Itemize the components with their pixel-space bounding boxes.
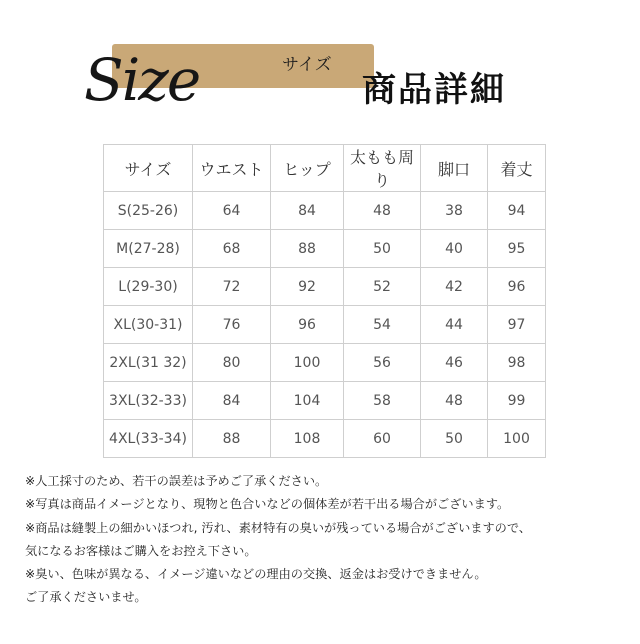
column-header-hip: ヒップ <box>271 145 344 192</box>
table-cell: 96 <box>271 306 344 344</box>
table-cell: 84 <box>271 192 344 230</box>
table-cell: 94 <box>488 192 546 230</box>
table-cell: 58 <box>344 382 421 420</box>
table-cell: 99 <box>488 382 546 420</box>
table-row <box>104 268 546 306</box>
table-cell: 48 <box>421 382 488 420</box>
table-cell: 52 <box>344 268 421 306</box>
table-cell: 100 <box>271 344 344 382</box>
table-cell: 84 <box>193 382 271 420</box>
table-cell: 68 <box>193 230 271 268</box>
table-row <box>104 382 546 420</box>
table-cell: 50 <box>421 420 488 458</box>
table-cell: 76 <box>193 306 271 344</box>
table-cell: 3XL(32-33) <box>104 382 193 420</box>
table-cell: 88 <box>271 230 344 268</box>
column-header-size: サイズ <box>104 145 193 192</box>
table-cell: 92 <box>271 268 344 306</box>
note-line: ※商品は縫製上の細かいほつれ, 汚れ、素材特有の臭いが残っている場合がございますので、 <box>25 520 531 535</box>
table-cell: 97 <box>488 306 546 344</box>
product-details-heading: 商品詳細 <box>362 70 506 110</box>
table-cell: 50 <box>344 230 421 268</box>
table-cell: 56 <box>344 344 421 382</box>
table-cell: 64 <box>193 192 271 230</box>
table-cell: 48 <box>344 192 421 230</box>
table-cell: S(25-26) <box>104 192 193 230</box>
size-chart-table <box>103 144 546 458</box>
note-line: 気になるお客様はご購入をお控え下さい。 <box>25 543 257 558</box>
table-cell: 44 <box>421 306 488 344</box>
table-cell: 108 <box>271 420 344 458</box>
table-header-row <box>104 145 546 192</box>
table-cell: 4XL(33-34) <box>104 420 193 458</box>
note-line: ※写真は商品イメージとなり、現物と色合いなどの個体差が若干出る場合がございます。 <box>25 497 510 512</box>
table-row <box>104 306 546 344</box>
table-cell: 88 <box>193 420 271 458</box>
table-cell: 96 <box>488 268 546 306</box>
table-cell: 60 <box>344 420 421 458</box>
note-line: ※臭い、色味が異なる、イメージ違いなどの理由の交換、返金はお受けできません。 <box>25 567 487 582</box>
size-sub-label: サイズ <box>282 55 332 75</box>
table-cell: 40 <box>421 230 488 268</box>
table-cell: L(29-30) <box>104 268 193 306</box>
table-cell: 100 <box>488 420 546 458</box>
table-row <box>104 420 546 458</box>
column-header-length: 着丈 <box>488 145 546 192</box>
table-cell: 42 <box>421 268 488 306</box>
column-header-waist: ウエスト <box>193 145 271 192</box>
table-row <box>104 230 546 268</box>
table-cell: 38 <box>421 192 488 230</box>
table-row <box>104 192 546 230</box>
notes-block <box>25 470 625 610</box>
table-cell: 98 <box>488 344 546 382</box>
table-cell: 2XL(31 32) <box>104 344 193 382</box>
table-cell: M(27-28) <box>104 230 193 268</box>
note-line: ご了承くださいませ。 <box>25 590 147 605</box>
table-cell: 104 <box>271 382 344 420</box>
table-cell: 54 <box>344 306 421 344</box>
table-cell: 72 <box>193 268 271 306</box>
column-header-thigh: 太もも周り <box>344 145 421 192</box>
table-cell: 80 <box>193 344 271 382</box>
table-row <box>104 344 546 382</box>
size-script-title: Size <box>84 46 200 114</box>
note-line: ※人工採寸のため、若干の誤差は予めご了承ください。 <box>25 474 328 488</box>
table-cell: 46 <box>421 344 488 382</box>
column-header-hem: 脚口 <box>421 145 488 192</box>
table-cell: 95 <box>488 230 546 268</box>
table-cell: XL(30-31) <box>104 306 193 344</box>
